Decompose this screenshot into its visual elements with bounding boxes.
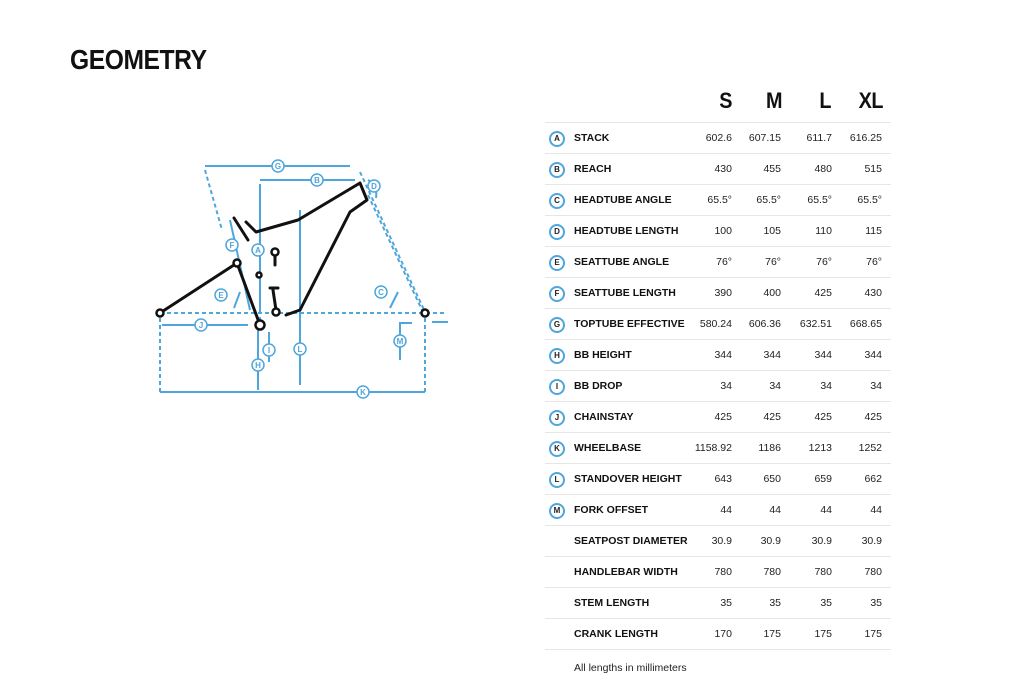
size-m: M [765, 88, 782, 113]
bike-frame [160, 183, 367, 325]
measure-value: 30.9 [760, 535, 781, 547]
diagram-label-h [252, 359, 264, 371]
measure-value: 30.9 [811, 535, 832, 547]
measure-value: 650 [763, 473, 781, 485]
diagram-label-g [272, 160, 284, 172]
geometry-rows [545, 122, 891, 650]
measure-value: 44 [870, 504, 882, 516]
measure-value: 35 [870, 597, 882, 609]
measure-value: 659 [814, 473, 832, 485]
measure-value: 668.65 [849, 318, 882, 330]
measure-badge: D [549, 224, 565, 240]
svg-text:F: F [229, 241, 235, 250]
measure-value: 34 [870, 380, 882, 392]
table-row [545, 526, 891, 557]
measure-value: 606.36 [748, 318, 781, 330]
measure-value: 65.5° [857, 194, 882, 206]
table-row [545, 154, 891, 185]
measure-label: SEATTUBE LENGTH [574, 287, 676, 299]
measure-badge: H [549, 348, 565, 364]
svg-text:K: K [360, 388, 366, 397]
measure-value: 44 [820, 504, 832, 516]
measure-label: HEADTUBE ANGLE [574, 194, 672, 206]
measure-value: 34 [769, 380, 781, 392]
table-row [545, 433, 891, 464]
measure-value: 1213 [808, 442, 832, 454]
table-row [545, 309, 891, 340]
measure-badge: M [549, 503, 565, 519]
size-l: L [819, 88, 831, 113]
table-row [545, 247, 891, 278]
measure-value: 65.5° [707, 194, 732, 206]
measure-value: 76° [816, 256, 832, 268]
measure-label: SEATPOST DIAMETER [574, 535, 688, 547]
measure-badge: J [549, 410, 565, 426]
measure-value: 76° [866, 256, 882, 268]
measure-value: 425 [864, 411, 882, 423]
measure-value: 430 [864, 287, 882, 299]
svg-text:H: H [255, 361, 261, 370]
measure-badge: I [549, 379, 565, 395]
table-row [545, 557, 891, 588]
measure-value: 662 [864, 473, 882, 485]
svg-text:A: A [255, 246, 261, 255]
measure-value: 455 [763, 163, 781, 175]
svg-text:I: I [267, 346, 271, 355]
measure-value: 105 [763, 225, 781, 237]
measure-value: 30.9 [861, 535, 882, 547]
diagram-label-l [294, 343, 306, 355]
measure-value: 425 [714, 411, 732, 423]
svg-text:C: C [378, 288, 384, 297]
measure-value: 34 [820, 380, 832, 392]
svg-text:E: E [218, 291, 224, 300]
measure-value: 425 [763, 411, 781, 423]
measure-value: 44 [720, 504, 732, 516]
measure-badge: F [549, 286, 565, 302]
svg-text:D: D [371, 182, 377, 191]
table-row [545, 619, 891, 650]
measure-value: 780 [763, 566, 781, 578]
measure-badge: L [549, 472, 565, 488]
table-row [545, 371, 891, 402]
measure-value: 35 [820, 597, 832, 609]
measure-value: 425 [814, 411, 832, 423]
measure-value: 44 [769, 504, 781, 516]
diagram-label-i [263, 344, 275, 356]
measure-value: 611.7 [806, 132, 832, 144]
measure-value: 643 [714, 473, 732, 485]
svg-text:G: G [274, 162, 282, 171]
measure-value: 175 [814, 628, 832, 640]
dimension-lines [160, 170, 445, 395]
svg-text:L: L [297, 345, 303, 354]
measure-label: WHEELBASE [574, 442, 642, 454]
dimension-arrows [160, 166, 448, 392]
measure-value: 390 [714, 287, 732, 299]
svg-text:B: B [314, 176, 320, 185]
diagram-label-j [195, 319, 207, 331]
measure-value: 34 [720, 380, 732, 392]
measure-value: 602.6 [705, 132, 732, 144]
table-row [545, 588, 891, 619]
measure-value: 430 [714, 163, 732, 175]
measure-value: 344 [814, 349, 832, 361]
table-row [545, 402, 891, 433]
measure-value: 175 [763, 628, 781, 640]
measure-label: STEM LENGTH [574, 597, 650, 609]
measure-badge: K [549, 441, 565, 457]
diagram-label-e [215, 289, 227, 301]
measure-value: 780 [864, 566, 882, 578]
table-row [545, 278, 891, 309]
measure-value: 480 [814, 163, 832, 175]
table-row [545, 495, 891, 526]
table-row [545, 464, 891, 495]
diagram-label-k [357, 386, 369, 398]
measure-value: 115 [865, 225, 882, 237]
measure-value: 35 [769, 597, 781, 609]
measure-label: BB HEIGHT [574, 349, 632, 361]
size-s: S [719, 88, 732, 113]
measure-value: 175 [864, 628, 882, 640]
measure-label: BB DROP [574, 380, 623, 392]
measure-label: REACH [574, 163, 612, 175]
geometry-table [545, 88, 891, 650]
measure-value: 76° [716, 256, 732, 268]
measure-value: 632.51 [799, 318, 832, 330]
measure-value: 76° [765, 256, 781, 268]
measure-value: 1252 [858, 442, 882, 454]
footnote: All lengths in millimeters [574, 662, 687, 674]
measure-label: CRANK LENGTH [574, 628, 658, 640]
measure-value: 170 [714, 628, 732, 640]
measure-value: 607.15 [748, 132, 781, 144]
measure-value: 344 [714, 349, 732, 361]
measure-value: 65.5° [807, 194, 832, 206]
measure-badge: B [549, 162, 565, 178]
table-row [545, 185, 891, 216]
measure-label: STACK [574, 132, 610, 144]
diagram-label-m [394, 335, 406, 347]
diagram-label-b [311, 174, 323, 186]
measure-badge: G [549, 317, 565, 333]
diagram-label-d [368, 180, 380, 192]
table-row [545, 216, 891, 247]
size-xl: XL [858, 88, 883, 113]
measure-label: STANDOVER HEIGHT [574, 473, 682, 485]
measure-value: 65.5° [756, 194, 781, 206]
measure-value: 515 [864, 163, 882, 175]
measure-label: HANDLEBAR WIDTH [574, 566, 678, 578]
measure-badge: A [549, 131, 565, 147]
geometry-diagram [150, 150, 470, 410]
measure-value: 616.25 [849, 132, 882, 144]
measure-badge: E [549, 255, 565, 271]
measure-value: 780 [714, 566, 732, 578]
measure-value: 100 [714, 225, 732, 237]
size-header [545, 88, 891, 122]
page-title: GEOMETRY [70, 44, 207, 75]
measure-value: 1186 [758, 442, 781, 454]
measure-label: TOPTUBE EFFECTIVE [574, 318, 685, 330]
measure-label: CHAINSTAY [574, 411, 634, 423]
table-row [545, 123, 891, 154]
diagram-label-c [375, 286, 387, 298]
diagram-label-f [226, 239, 238, 251]
measure-value: 110 [815, 225, 832, 237]
svg-text:M: M [396, 337, 404, 346]
svg-text:J: J [198, 321, 204, 330]
diagram-label-a [252, 244, 264, 256]
measure-value: 344 [864, 349, 882, 361]
measure-label: SEATTUBE ANGLE [574, 256, 670, 268]
measure-value: 1158.92 [694, 442, 732, 454]
measure-value: 344 [763, 349, 781, 361]
measure-value: 35 [720, 597, 732, 609]
table-row [545, 340, 891, 371]
measure-label: HEADTUBE LENGTH [574, 225, 679, 237]
measure-label: FORK OFFSET [574, 504, 649, 516]
measure-value: 425 [814, 287, 832, 299]
measure-badge: C [549, 193, 565, 209]
measure-value: 30.9 [711, 535, 732, 547]
measure-value: 400 [763, 287, 781, 299]
measure-value: 780 [814, 566, 832, 578]
measure-value: 580.24 [699, 318, 732, 330]
